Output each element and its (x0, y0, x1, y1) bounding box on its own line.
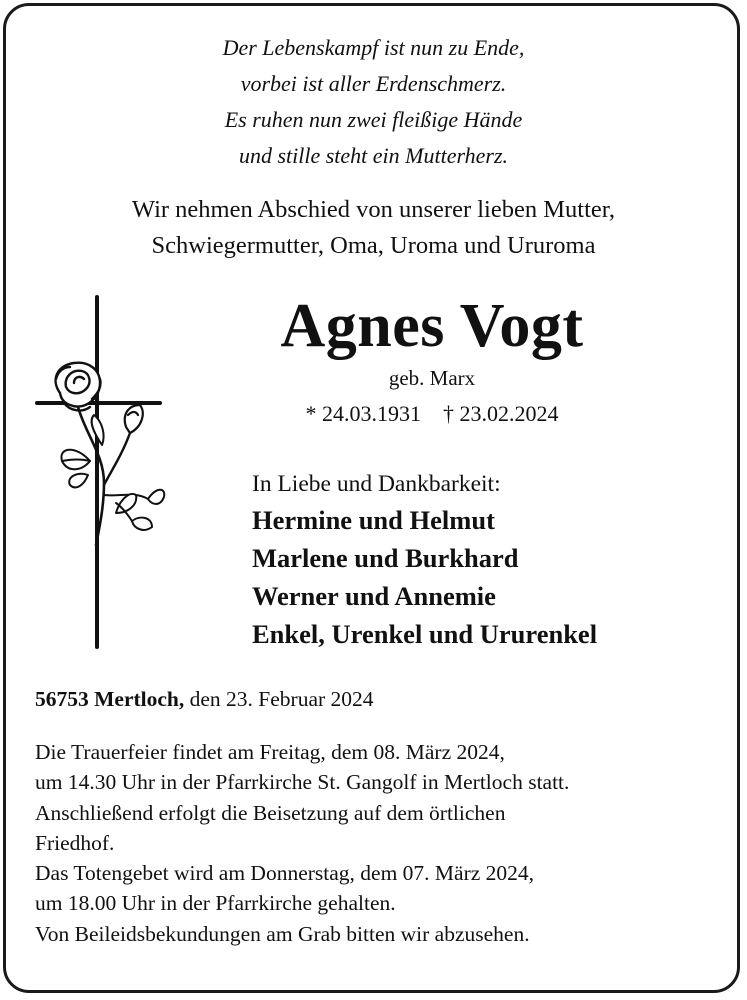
details-line: um 14.30 Uhr in der Pfarrkirche St. Gangolf in Mertloch statt. (35, 770, 570, 795)
poem-line: und stille steht ein Mutterherz. (238, 143, 509, 168)
date: den 23. Februar 2024 (189, 687, 374, 711)
poem-line: Es ruhen nun zwei fleißige Hände (224, 107, 523, 132)
birth-name: geb. Marx (388, 366, 476, 390)
details-line: Von Beileidsbekundungen am Grab bitten wir abzusehen. (35, 921, 530, 946)
family-member: Enkel, Urenkel und Ururenkel (252, 619, 598, 649)
details-line: Anschließend erfolgt die Beisetzung auf dem örtlichen (35, 800, 506, 825)
family-member: Werner und Annemie (252, 581, 496, 611)
poem (0, 30, 747, 174)
family-block (252, 467, 732, 653)
death-date: † 23.02.2024 (443, 401, 559, 426)
family-member: Marlene und Burkhard (252, 543, 519, 573)
cross-with-rose-icon (30, 295, 175, 650)
details-line: Friedhof. (35, 830, 115, 855)
service-details (35, 737, 725, 949)
life-dates (232, 399, 632, 429)
deceased-name: Agnes Vogt (280, 292, 584, 360)
poem-line: vorbei ist aller Erdenschmerz. (240, 71, 507, 96)
farewell-intro (0, 192, 747, 264)
place: 56753 Mertloch, (35, 687, 185, 711)
family-lead: In Liebe und Dankbarkeit: (252, 471, 501, 497)
intro-line: Wir nehmen Abschied von unserer lieben Mutter, (131, 196, 616, 223)
place-and-date (35, 684, 374, 714)
details-line: um 18.00 Uhr in der Pfarrkirche gehalten. (35, 891, 396, 916)
poem-line: Der Lebenskampf ist nun zu Ende, (222, 35, 525, 60)
details-line: Das Totengebet wird am Donnerstag, dem 07. März 2024, (35, 861, 535, 886)
birth-date: * 24.03.1931 (305, 401, 421, 426)
family-member: Hermine und Helmut (252, 505, 495, 535)
intro-line: Schwiegermutter, Oma, Uroma und Ururoma (151, 232, 596, 259)
details-line: Die Trauerfeier findet am Freitag, dem 08. März 2024, (35, 740, 505, 764)
